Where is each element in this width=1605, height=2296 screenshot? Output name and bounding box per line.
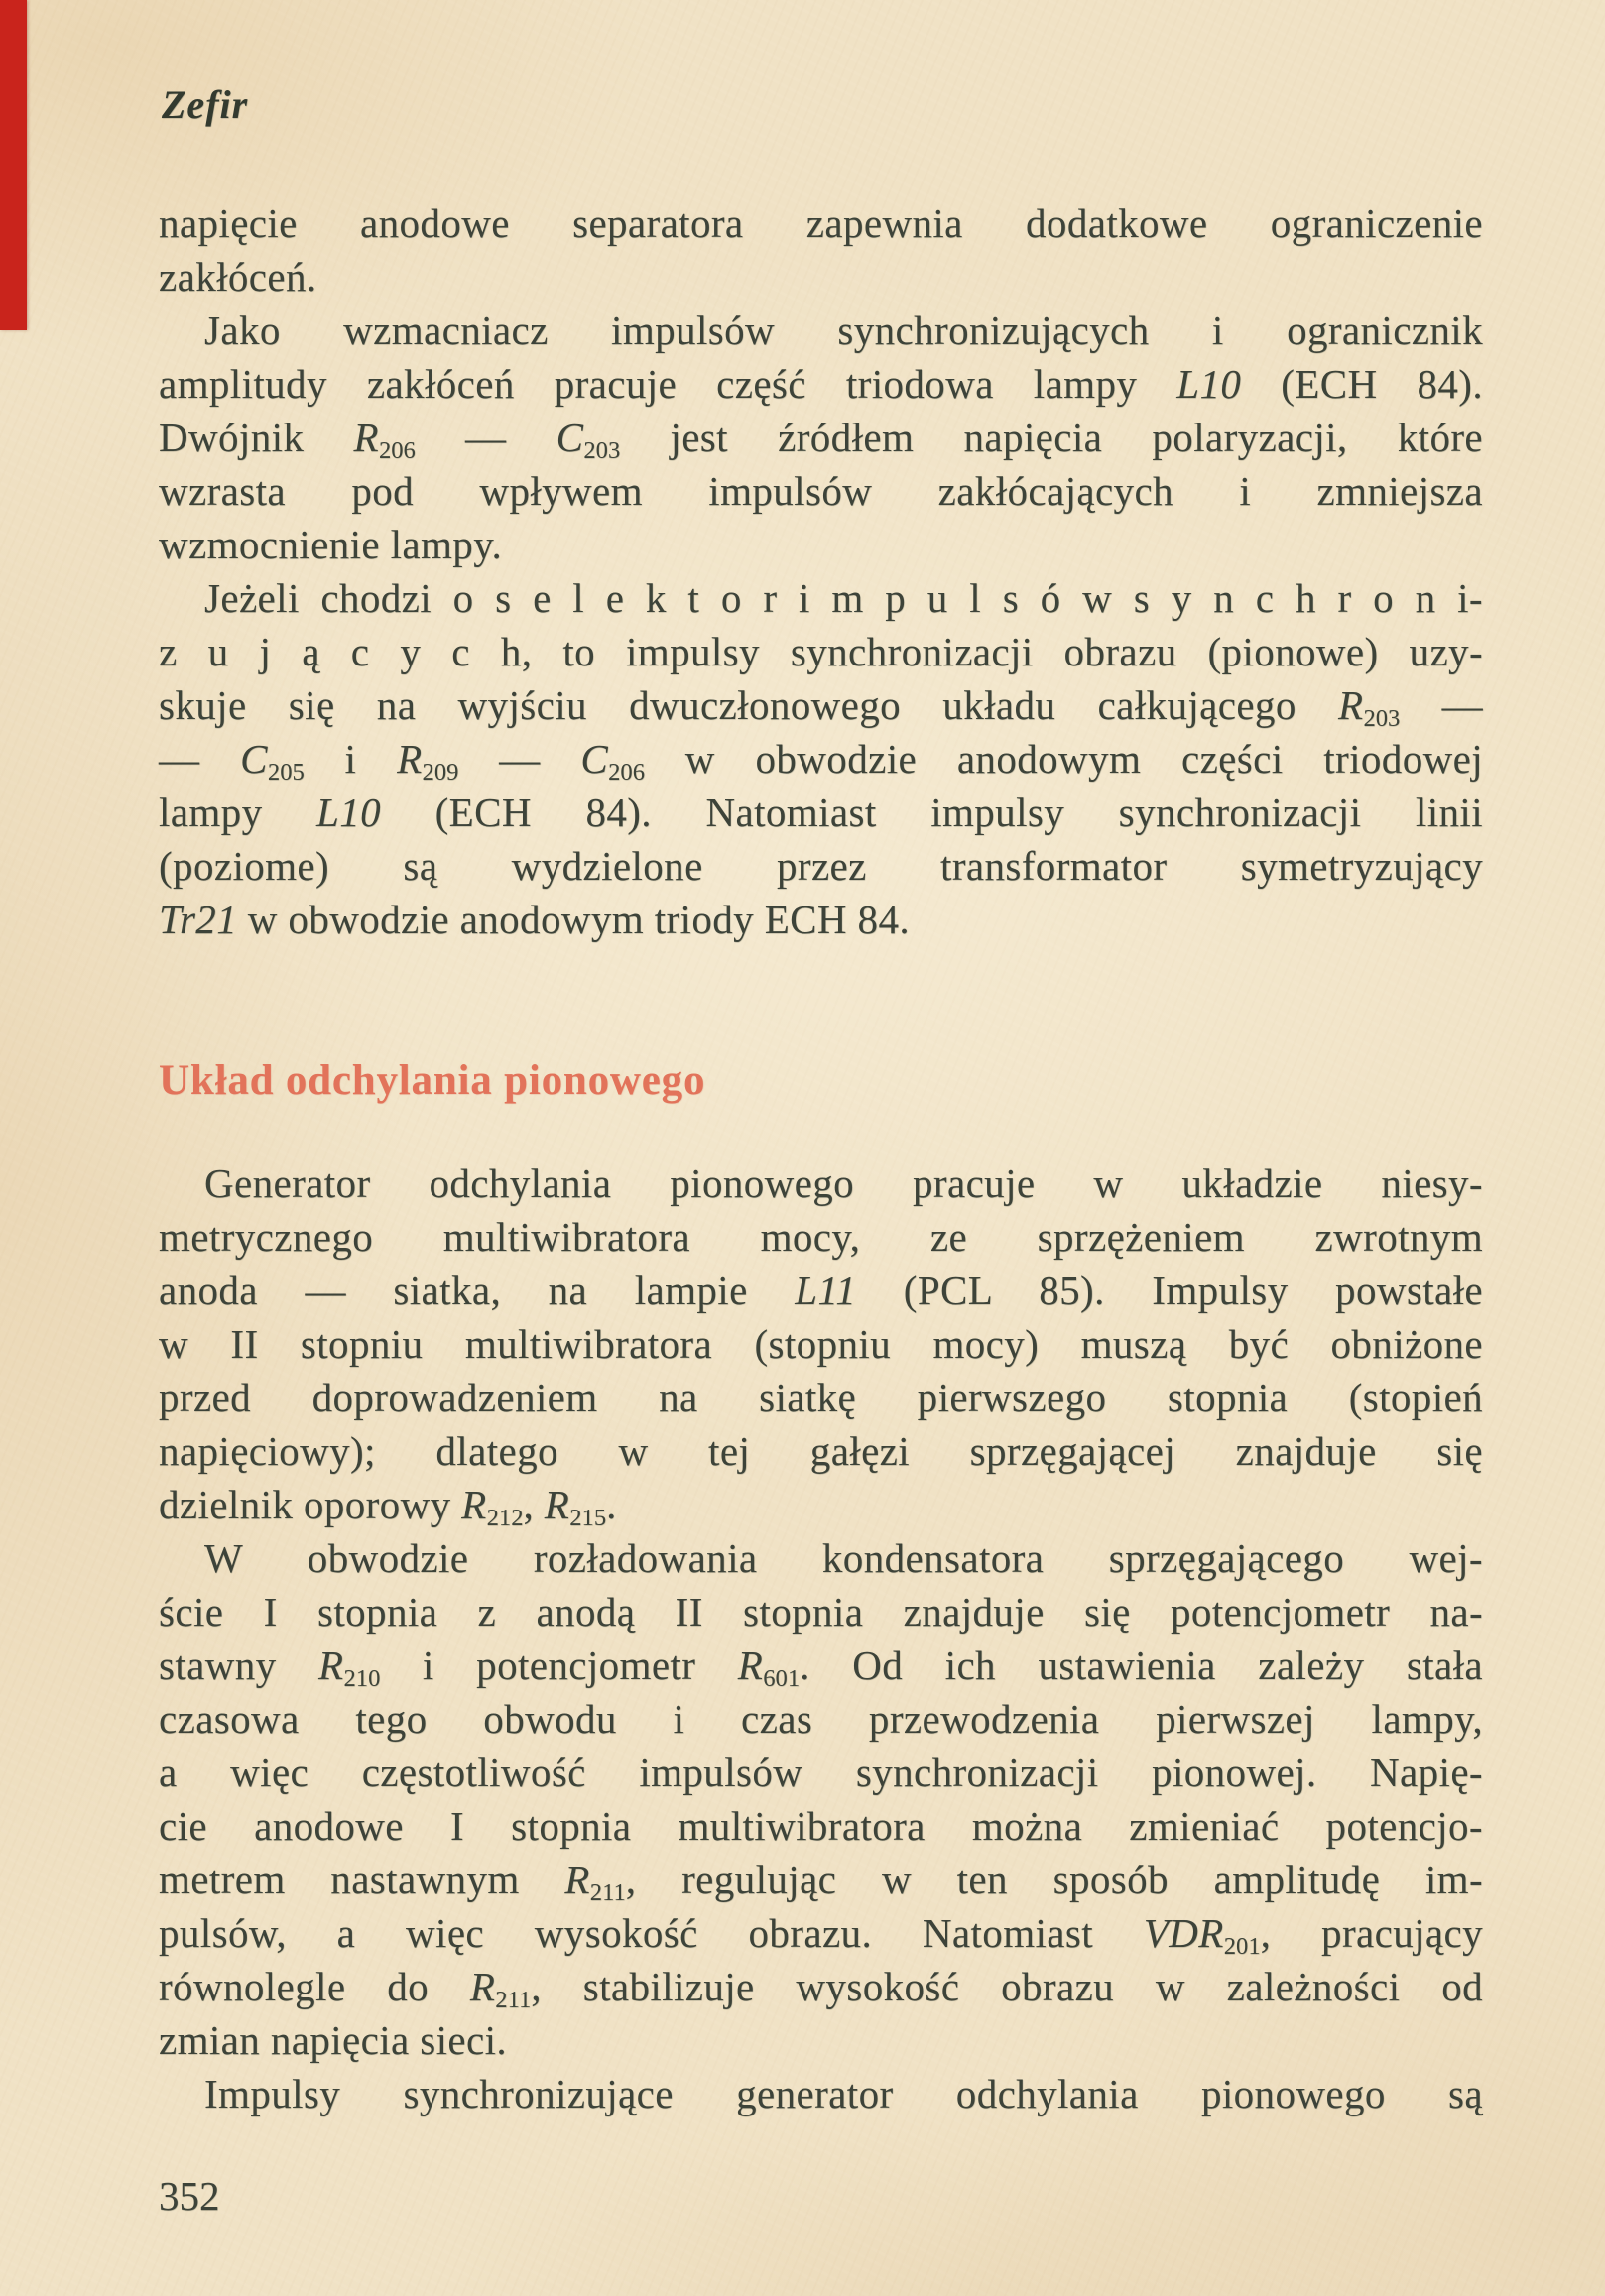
text-line: z u j ą c y c h, to impulsy synchronizacji obrazu (pionowe) uzy- — [159, 629, 1483, 674]
text-line: przed doprowadzeniem na siatkę pierwszego stopnia (stopień — [159, 1375, 1483, 1420]
text-line: Tr21 w obwodzie anodowym triody ECH 84. — [159, 897, 910, 942]
text-line: cie anodowe I stopnia multiwibratora można zmieniać potencjo- — [159, 1803, 1483, 1849]
text-line: równolegle do $R_{211}$, stabilizuje wysokość obrazu w zależności od — [159, 1964, 1484, 2013]
text-line: ście I stopnia z anodą II stopnia znajduje się potencjometr na- — [159, 1589, 1483, 1634]
text-line: napięciowy); dlatego w tej gałęzi sprzęgającej znajduje się — [159, 1428, 1483, 1474]
text-line: zmian napięcia sieci. — [159, 2017, 508, 2063]
section-heading: Układ odchylania pionowego — [159, 1057, 706, 1104]
text-line: wzrasta pod wpływem impulsów zakłócających i zmniejsza — [159, 468, 1483, 514]
text-line: Jako wzmacniacz impulsów synchronizujących i ogranicznik — [204, 307, 1483, 353]
text-line: metrycznego multiwibratora mocy, ze sprzężeniem zwrotnym — [159, 1214, 1483, 1260]
text-line: dzielnik oporowy $R_{212}$, $R_{215}$. — [159, 1482, 617, 1531]
text-line: lampy L10 (ECH 84). Natomiast impulsy synchronizacji linii — [159, 789, 1483, 835]
text-line: zakłóceń. — [159, 254, 317, 300]
text-line: Dwójnik $R_{206}$ — $C_{203}$ jest źródłem napięcia polaryzacji, które — [159, 415, 1483, 464]
text-line: W obwodzie rozładowania kondensatora sprzęgającego wej- — [204, 1535, 1483, 1581]
text-line: napięcie anodowe separatora zapewnia dodatkowe ograniczenie — [159, 200, 1483, 246]
text-line: anoda — siatka, na lampie L11 (PCL 85). Impulsy powstałe — [159, 1268, 1483, 1313]
red-page-edge-mark — [0, 0, 27, 330]
text-line: w II stopniu multiwibratora (stopniu mocy) muszą być obniżone — [159, 1321, 1483, 1367]
page-text-block — [159, 196, 1483, 2120]
text-line: metrem nastawnym $R_{211}$, regulując w ten sposób amplitudę im- — [159, 1857, 1483, 1906]
text-line: skuje się na wyjściu dwuczłonowego układu całkującego $R_{203}$ — — [159, 682, 1483, 732]
text-line: czasowa tego obwodu i czas przewodzenia pierwszej lampy, — [159, 1696, 1483, 1742]
text-line: (poziome) są wydzielone przez transformator symetryzujący — [159, 843, 1483, 889]
page-number: 352 — [159, 2173, 220, 2219]
text-line: — $C_{205}$ i $R_{209}$ — $C_{206}$ w obwodzie anodowym części triodowej — [159, 736, 1483, 785]
running-header-book-title: Zefir — [162, 82, 249, 127]
text-line: Jeżeli chodzi o s e l e k t o r i m p u l s ó w s y n c h r o n i- — [204, 575, 1483, 621]
text-line: stawny $R_{210}$ i potencjometr $R_{601}$. Od ich ustawienia zależy stała — [159, 1642, 1483, 1692]
text-line: Impulsy synchronizujące generator odchylania pionowego są — [204, 2071, 1483, 2116]
text-line: a więc częstotliwość impulsów synchronizacji pionowej. Napię- — [159, 1750, 1483, 1795]
text-line: pulsów, a więc wysokość obrazu. Natomiast $VDR_{201}$, pracujący — [159, 1910, 1483, 1960]
text-line: amplitudy zakłóceń pracuje część triodowa lampy L10 (ECH 84). — [159, 361, 1483, 407]
text-line: Generator odchylania pionowego pracuje w układzie niesy- — [204, 1160, 1483, 1206]
text-line: wzmocnienie lampy. — [159, 522, 503, 567]
